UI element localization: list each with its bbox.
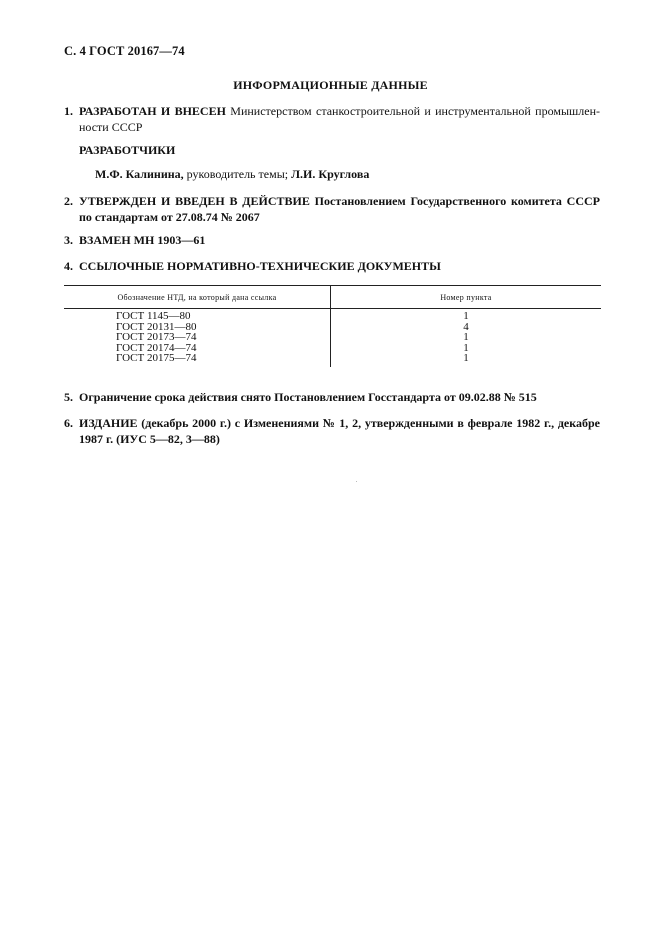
cell-clause: 1: [463, 352, 469, 364]
item-number: 6.: [64, 416, 73, 430]
item-body-text: Министерством станкостроительной и инструментальной промышлен-ности СССР: [79, 104, 600, 134]
info-item-4: [64, 258, 600, 274]
developers-list: [95, 167, 369, 182]
item-text: [79, 103, 600, 135]
developer-name: М.Ф. Калинина,: [95, 167, 184, 181]
column-header-document: Обозначение НТД, на который дана ссылка: [64, 286, 331, 309]
developer-name: Л.И. Круглова: [291, 167, 370, 181]
cell-clause: 1: [463, 341, 469, 354]
item-text: [79, 415, 600, 447]
item-body-text: Постановлением Государственного комитета СССР по стандартам от 27.08.74 № 2067: [79, 194, 600, 224]
cell-document: ГОСТ 20175—74: [64, 353, 331, 367]
item-text: [79, 193, 600, 225]
item-number: 4.: [64, 259, 73, 273]
table-header-row: [64, 286, 601, 309]
item-bold-text: УТВЕРЖДЕН И ВВЕДЕН В ДЕЙСТВИЕ: [79, 194, 310, 208]
reference-table: [64, 285, 601, 367]
cell-document: ГОСТ 1145—80: [64, 309, 331, 322]
item-bold-text: ССЫЛОЧНЫЕ НОРМАТИВНО-ТЕХНИЧЕСКИЕ ДОКУМЕНТЫ: [79, 259, 441, 273]
cell-document: ГОСТ 20131—80: [64, 322, 331, 333]
cell-clause: 4: [463, 320, 469, 333]
item-number: 5.: [64, 390, 73, 404]
item-text: [79, 258, 600, 274]
item-number: 2.: [64, 194, 73, 208]
item-number: 1.: [64, 104, 73, 118]
table-row: [64, 309, 601, 322]
table-row: [64, 353, 601, 367]
item-number: 3.: [64, 233, 73, 247]
item-text: Ограничение срока действия снято Постановлением Госстандарта от 09.02.88 № 515: [79, 390, 537, 404]
scan-speck: [356, 481, 357, 482]
column-header-clause: Номер пункта: [331, 286, 602, 309]
info-item-5: [64, 389, 600, 405]
table-row: [64, 332, 601, 343]
item-bold-text: ВЗАМЕН МН 1903—61: [79, 233, 206, 247]
developers-label: РАЗРАБОТЧИКИ: [79, 143, 176, 157]
cell-clause: 1: [463, 331, 469, 343]
cell-document: ГОСТ 20173—74: [64, 332, 331, 343]
info-item-1: [64, 103, 600, 135]
item-text: [79, 232, 600, 248]
info-item-3: [64, 232, 600, 248]
section-title: ИНФОРМАЦИОННЫЕ ДАННЫЕ: [233, 78, 428, 92]
developer-role: руководитель темы;: [183, 167, 292, 181]
info-item-2: [64, 193, 600, 225]
item-bold-text: РАЗРАБОТАН И ВНЕСЕН: [79, 104, 226, 118]
cell-document: ГОСТ 20174—74: [64, 343, 331, 354]
cell-clause: 1: [463, 310, 469, 322]
info-item-6: [64, 415, 600, 447]
item-bold-text: ИЗДАНИЕ: [79, 416, 138, 430]
page-header: С. 4 ГОСТ 20167—74: [64, 44, 185, 58]
item-body-text: (декабрь 2000 г.) с Изменениями № 1, 2, утвержденными в феврале 1982 г., декабре 1987 г. (ИУС 5—82, 3—88): [79, 416, 600, 446]
